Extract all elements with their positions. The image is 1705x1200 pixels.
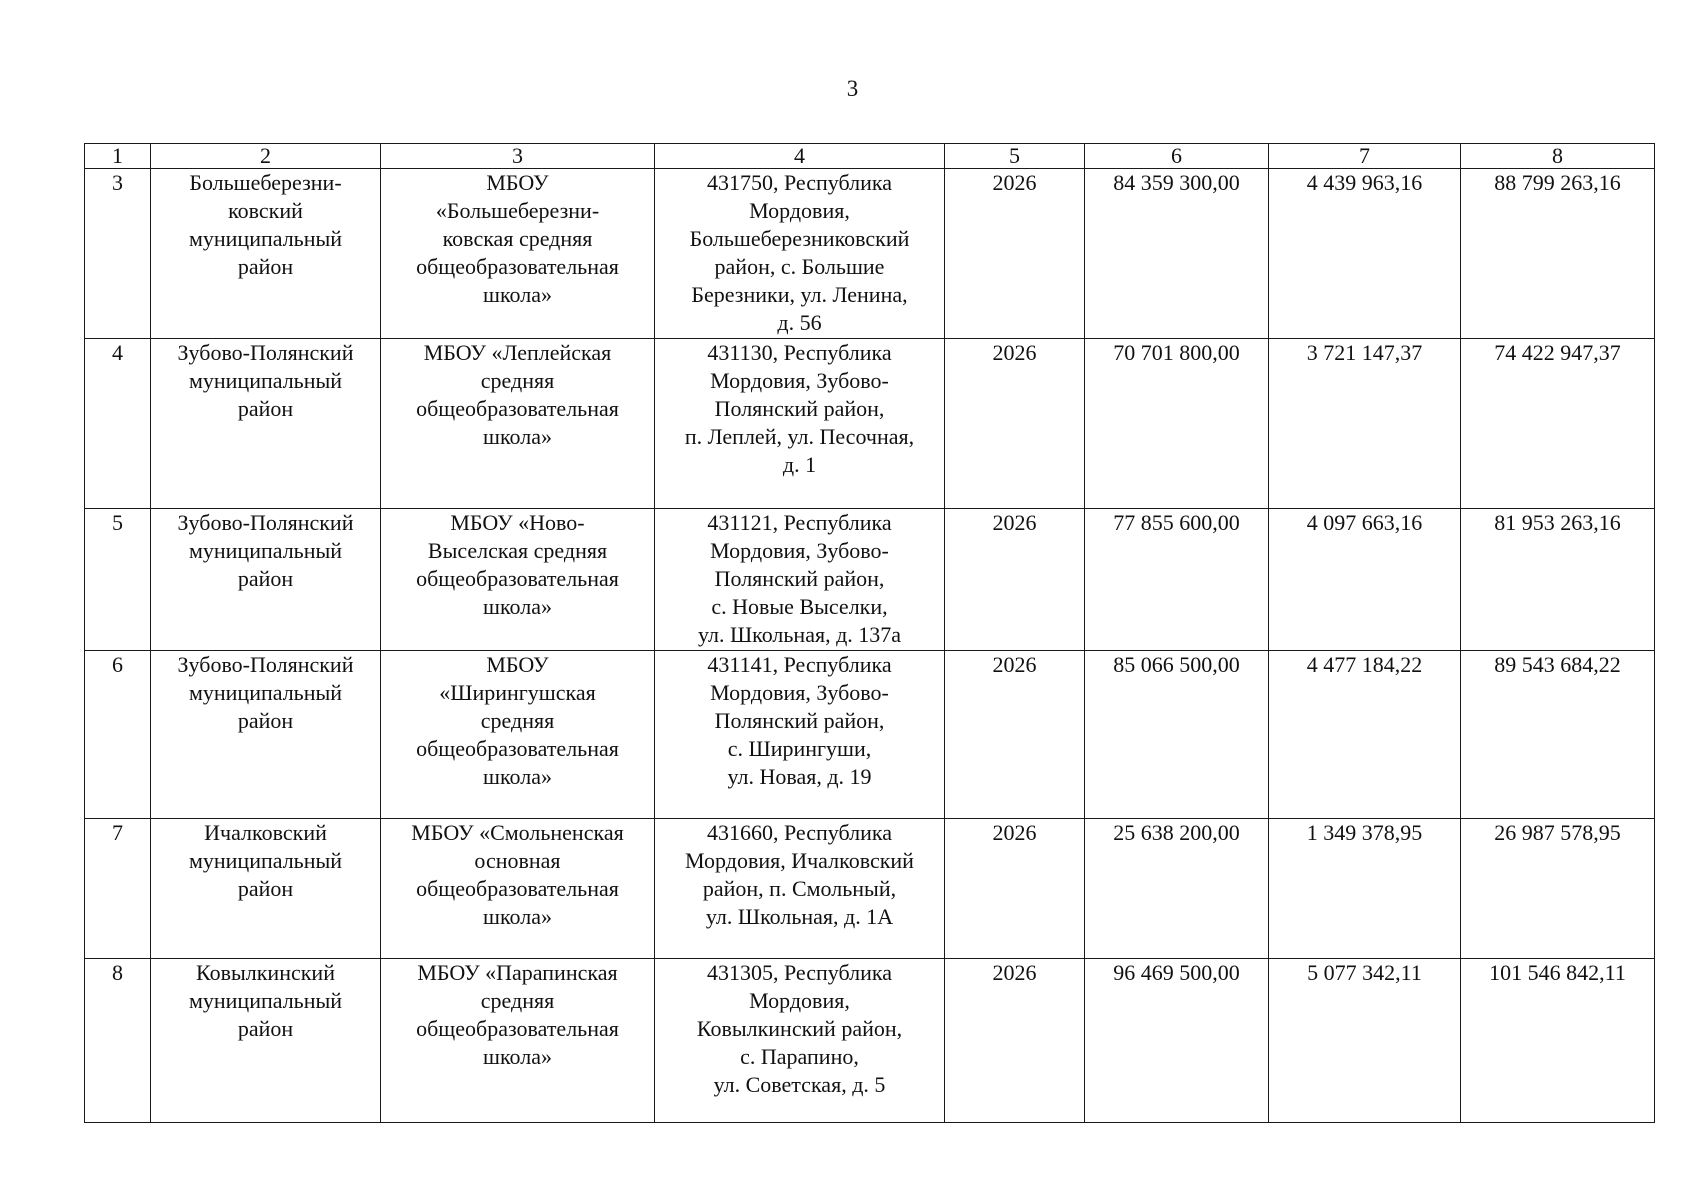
district-cell: Зубово-Полянский муниципальный район	[151, 509, 381, 651]
table-row	[85, 169, 1655, 339]
school-cell: МБОУ «Леплейская средняя общеобразовательная школа»	[381, 339, 655, 509]
amount-col6: 70 701 800,00	[1085, 339, 1269, 509]
column-header-8: 8	[1461, 144, 1655, 169]
table-row	[85, 819, 1655, 959]
district-cell: Ичалковский муниципальный район	[151, 819, 381, 959]
page-number: 3	[846, 76, 859, 101]
amount-col7: 4 477 184,22	[1269, 651, 1461, 819]
amount-col8: 101 546 842,11	[1461, 959, 1655, 1123]
column-header-2: 2	[151, 144, 381, 169]
year-cell: 2026	[945, 651, 1085, 819]
amount-col8: 89 543 684,22	[1461, 651, 1655, 819]
table-row	[85, 509, 1655, 651]
amount-col7: 1 349 378,95	[1269, 819, 1461, 959]
row-number: 7	[85, 819, 151, 959]
school-cell: МБОУ «Ново- Выселская средняя общеобразовательная школа»	[381, 509, 655, 651]
district-cell: Зубово-Полянский муниципальный район	[151, 339, 381, 509]
address-cell: 431141, Республика Мордовия, Зубово- Полянский район, с. Ширингуши, ул. Новая, д. 19	[655, 651, 945, 819]
header-row	[85, 144, 1655, 169]
table-body	[85, 169, 1655, 1123]
row-number: 3	[85, 169, 151, 339]
year-cell: 2026	[945, 169, 1085, 339]
year-cell: 2026	[945, 819, 1085, 959]
column-header-7: 7	[1269, 144, 1461, 169]
address-cell: 431305, Республика Мордовия, Ковылкинский район, с. Парапино, ул. Советская, д. 5	[655, 959, 945, 1123]
table-row	[85, 651, 1655, 819]
table-row	[85, 339, 1655, 509]
amount-col6: 84 359 300,00	[1085, 169, 1269, 339]
amount-col7: 3 721 147,37	[1269, 339, 1461, 509]
year-cell: 2026	[945, 339, 1085, 509]
amount-col6: 77 855 600,00	[1085, 509, 1269, 651]
row-number: 8	[85, 959, 151, 1123]
school-cell: МБОУ «Парапинская средняя общеобразовательная школа»	[381, 959, 655, 1123]
school-cell: МБОУ «Смольненская основная общеобразовательная школа»	[381, 819, 655, 959]
district-cell: Зубово-Полянский муниципальный район	[151, 651, 381, 819]
table-row	[85, 959, 1655, 1123]
school-cell: МБОУ «Ширингушская средняя общеобразовательная школа»	[381, 651, 655, 819]
address-cell: 431121, Республика Мордовия, Зубово- Полянский район, с. Новые Выселки, ул. Школьная, д. 137а	[655, 509, 945, 651]
table-header	[85, 144, 1655, 169]
row-number: 6	[85, 651, 151, 819]
schools-table	[84, 143, 1655, 1123]
year-cell: 2026	[945, 959, 1085, 1123]
address-cell: 431130, Республика Мордовия, Зубово- Полянский район, п. Леплей, ул. Песочная, д. 1	[655, 339, 945, 509]
amount-col6: 85 066 500,00	[1085, 651, 1269, 819]
address-cell: 431750, Республика Мордовия, Большеберезниковский район, с. Большие Березники, ул. Ленина, д. 56	[655, 169, 945, 339]
amount-col6: 96 469 500,00	[1085, 959, 1269, 1123]
amount-col7: 4 097 663,16	[1269, 509, 1461, 651]
amount-col8: 81 953 263,16	[1461, 509, 1655, 651]
amount-col8: 88 799 263,16	[1461, 169, 1655, 339]
column-header-4: 4	[655, 144, 945, 169]
school-cell: МБОУ «Большеберезни- ковская средняя общеобразовательная школа»	[381, 169, 655, 339]
column-header-3: 3	[381, 144, 655, 169]
column-header-1: 1	[85, 144, 151, 169]
column-header-5: 5	[945, 144, 1085, 169]
column-header-6: 6	[1085, 144, 1269, 169]
row-number: 4	[85, 339, 151, 509]
amount-col8: 74 422 947,37	[1461, 339, 1655, 509]
year-cell: 2026	[945, 509, 1085, 651]
amount-col7: 5 077 342,11	[1269, 959, 1461, 1123]
amount-col7: 4 439 963,16	[1269, 169, 1461, 339]
row-number: 5	[85, 509, 151, 651]
district-cell: Ковылкинский муниципальный район	[151, 959, 381, 1123]
amount-col6: 25 638 200,00	[1085, 819, 1269, 959]
address-cell: 431660, Республика Мордовия, Ичалковский район, п. Смольный, ул. Школьная, д. 1А	[655, 819, 945, 959]
district-cell: Большеберезни- ковский муниципальный район	[151, 169, 381, 339]
amount-col8: 26 987 578,95	[1461, 819, 1655, 959]
